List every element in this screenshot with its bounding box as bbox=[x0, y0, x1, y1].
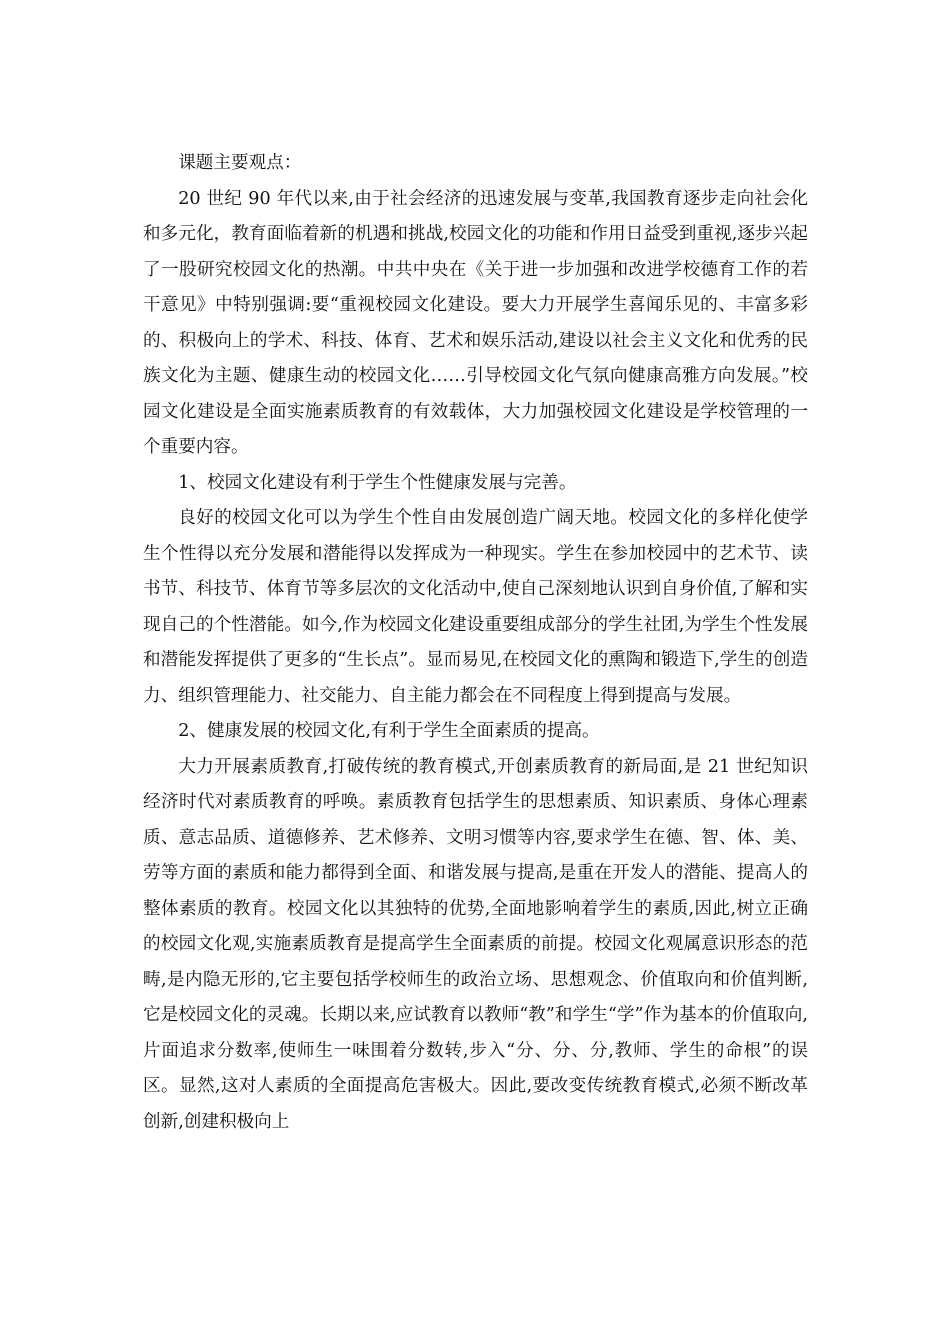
point-1-heading: 1、校园文化建设有利于学生个性健康发展与完善。 bbox=[178, 472, 577, 493]
document-body bbox=[143, 146, 808, 1140]
section-heading: 课题主要观点： bbox=[178, 153, 302, 173]
paragraph-point-1: 良好的校园文化可以为学生个性自由发展创造广阔天地。校园文化的多样化使学生个性得以充分发展和潜能得以发挥成为一种现实。学生在参加校园中的艺术节、读书节、科技节、体育节等多层次的文化活动中,使自己深刻地认识到自身价值,了解和实现自己的个性潜能。如今,作为校园文化建设重要组成部分的学生社团,为学生个性发展和潜能发挥提供了更多的“生长点”。显而易见,在校园文化的熏陶和锻造下,学生的创造力、组织管理能力、社交能力、自主能力都会在不同程度上得到提高与发展。 bbox=[143, 508, 808, 706]
point-2-heading: 2、健康发展的校园文化,有利于学生全面素质的提高。 bbox=[178, 721, 600, 741]
paragraph-intro: 20 世纪 90 年代以来,由于社会经济的迅速发展与变革,我国教育逐步走向社会化和多元化，教育面临着新的机遇和挑战,校园文化的功能和作用日益受到重视,逐步兴起了一股研究校园文化的热潮。中共中央在《关于进一步加强和改进学校德育工作的若干意见》中特别强调:要“重视校园文化建设。要大力开展学生喜闻乐见的、丰富多彩的、积极向上的学术、科技、体育、艺术和娱乐活动,建设以社会主义文化和优秀的民族文化为主题、健康生动的校园文化……引导校园文化气氛向健康高雅方向发展。”校园文化建设是全面实施素质教育的有效载体，大力加强校园文化建设是学校管理的一个重要内容。 bbox=[143, 188, 808, 457]
paragraph-point-2: 大力开展素质教育,打破传统的教育模式,开创素质教育的新局面,是 21 世纪知识经济时代对素质教育的呼唤。素质教育包括学生的思想素质、知识素质、身体心理素质、意志品质、道德修养、艺术修养、文明习惯等内容,要求学生在德、智、体、美、劳等方面的素质和能力都得到全面、和谐发展与提高,是重在开发人的潜能、提高人的整体素质的教育。校园文化以其独特的优势,全面地影响着学生的素质,因此,树立正确的校园文化观,实施素质教育是提高学生全面素质的前提。校园文化观属意识形态的范畴,是内隐无形的,它主要包括学校师生的政治立场、思想观念、价值取向和价值判断,它是校园文化的灵魂。长期以来,应试教育以教师“教”和学生“学”作为基本的价值取向,片面追求分数率,使师生一味围着分数转,步入“分、分、分,教师、学生的命根”的误区。显然,这对人素质的全面提高危害极大。因此,要改变传统教育模式,必须不断改革创新,创建积极向上 bbox=[143, 756, 808, 1132]
